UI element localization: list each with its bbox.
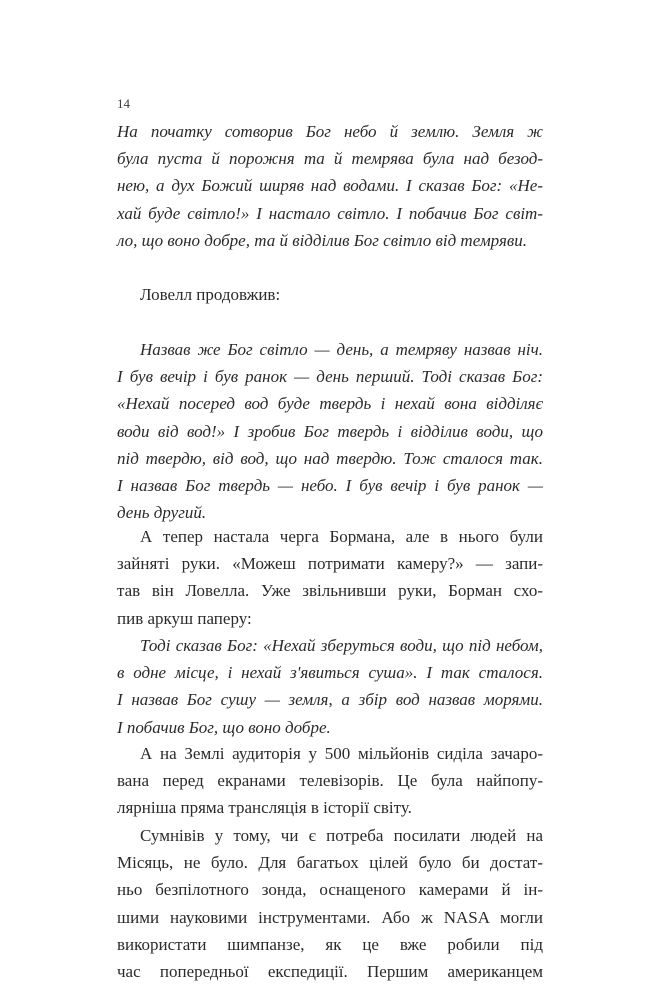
paragraph-borman xyxy=(117,523,543,632)
text-line: Місяць, не було. Для багатьох цілей було би достат- xyxy=(117,853,543,873)
quote-genesis-3 xyxy=(117,632,543,741)
text-line: ньо безпілотного зонда, оснащеного камерами й ін- xyxy=(117,880,543,900)
text-line: І назвав Бог сушу — земля, а збір вод назвав морями. xyxy=(117,690,543,710)
text-line: час попередньої експедиції. Першим американцем xyxy=(117,962,543,982)
text-line: нею, а дух Божий ширяв над водами. І сказав Бог: «Не- xyxy=(117,176,543,196)
text-line: лярніша пряма трансляція в історії світу. xyxy=(117,798,412,818)
page-number: 14 xyxy=(117,96,130,111)
quote-genesis-1 xyxy=(117,118,543,254)
text-line: Сумнівів у тому, чи є потреба посилати людей на xyxy=(140,826,543,845)
text-line: І назвав Бог твердь — небо. І був вечір і був ранок — xyxy=(117,476,543,496)
text-line: хай буде світло!» І настало світло. І побачив Бог світ- xyxy=(117,203,543,223)
text-line: І був вечір і був ранок — день перший. Тоді сказав Бог: xyxy=(117,367,543,387)
text-line: води від вод!» І зробив Бог твердь і відділив води, що xyxy=(117,421,543,441)
text-line: На початку сотворив Бог небо й землю. Земля ж xyxy=(117,122,543,141)
text-line: «Нехай посеред вод буде твердь і нехай вона відділяє xyxy=(117,394,543,414)
text-line: під твердю, від вод, що над твердю. Тож сталося так. xyxy=(117,448,543,468)
paragraph-audience xyxy=(117,740,543,822)
quote-genesis-2 xyxy=(117,336,543,526)
text-line: вана перед екранами телевізорів. Це була найпопу- xyxy=(117,771,543,791)
text-line: Тоді сказав Бог: «Нехай зберуться води, що під небом, xyxy=(140,636,543,655)
text-line: І побачив Бог, що воно добре. xyxy=(117,717,331,737)
text-line: день другий. xyxy=(117,503,207,523)
text-line: пив аркуш паперу: xyxy=(117,608,252,628)
text-line: Ловелл продовжив: xyxy=(140,285,281,304)
text-line: Назвав же Бог світло — день, а темряву назвав ніч. xyxy=(140,340,543,359)
text-line: використати шимпанзе, як це вже робили під xyxy=(117,934,543,954)
text-line: тав він Ловелла. Уже звільнивши руки, Борман схо- xyxy=(117,581,543,601)
text-line: А на Землі аудиторія у 500 мільйонів сиділа зачаро- xyxy=(140,744,543,763)
paragraph-doubts xyxy=(117,822,543,985)
text-line: була пуста й порожня та й темрява була над безод- xyxy=(117,149,543,169)
text-line: шими науковими інструментами. Або ж NASA могли xyxy=(117,907,543,927)
text-line: ло, що воно добре, та й відділив Бог світло від темряви. xyxy=(117,230,527,250)
text-line: зайняті руки. «Можеш потримати камеру?» — запи- xyxy=(117,554,543,574)
paragraph-lovell xyxy=(117,281,543,308)
text-line: в одне місце, і нехай з'явиться суша». І так сталося. xyxy=(117,663,543,683)
text-line: А тепер настала черга Бормана, але в нього були xyxy=(140,527,543,546)
